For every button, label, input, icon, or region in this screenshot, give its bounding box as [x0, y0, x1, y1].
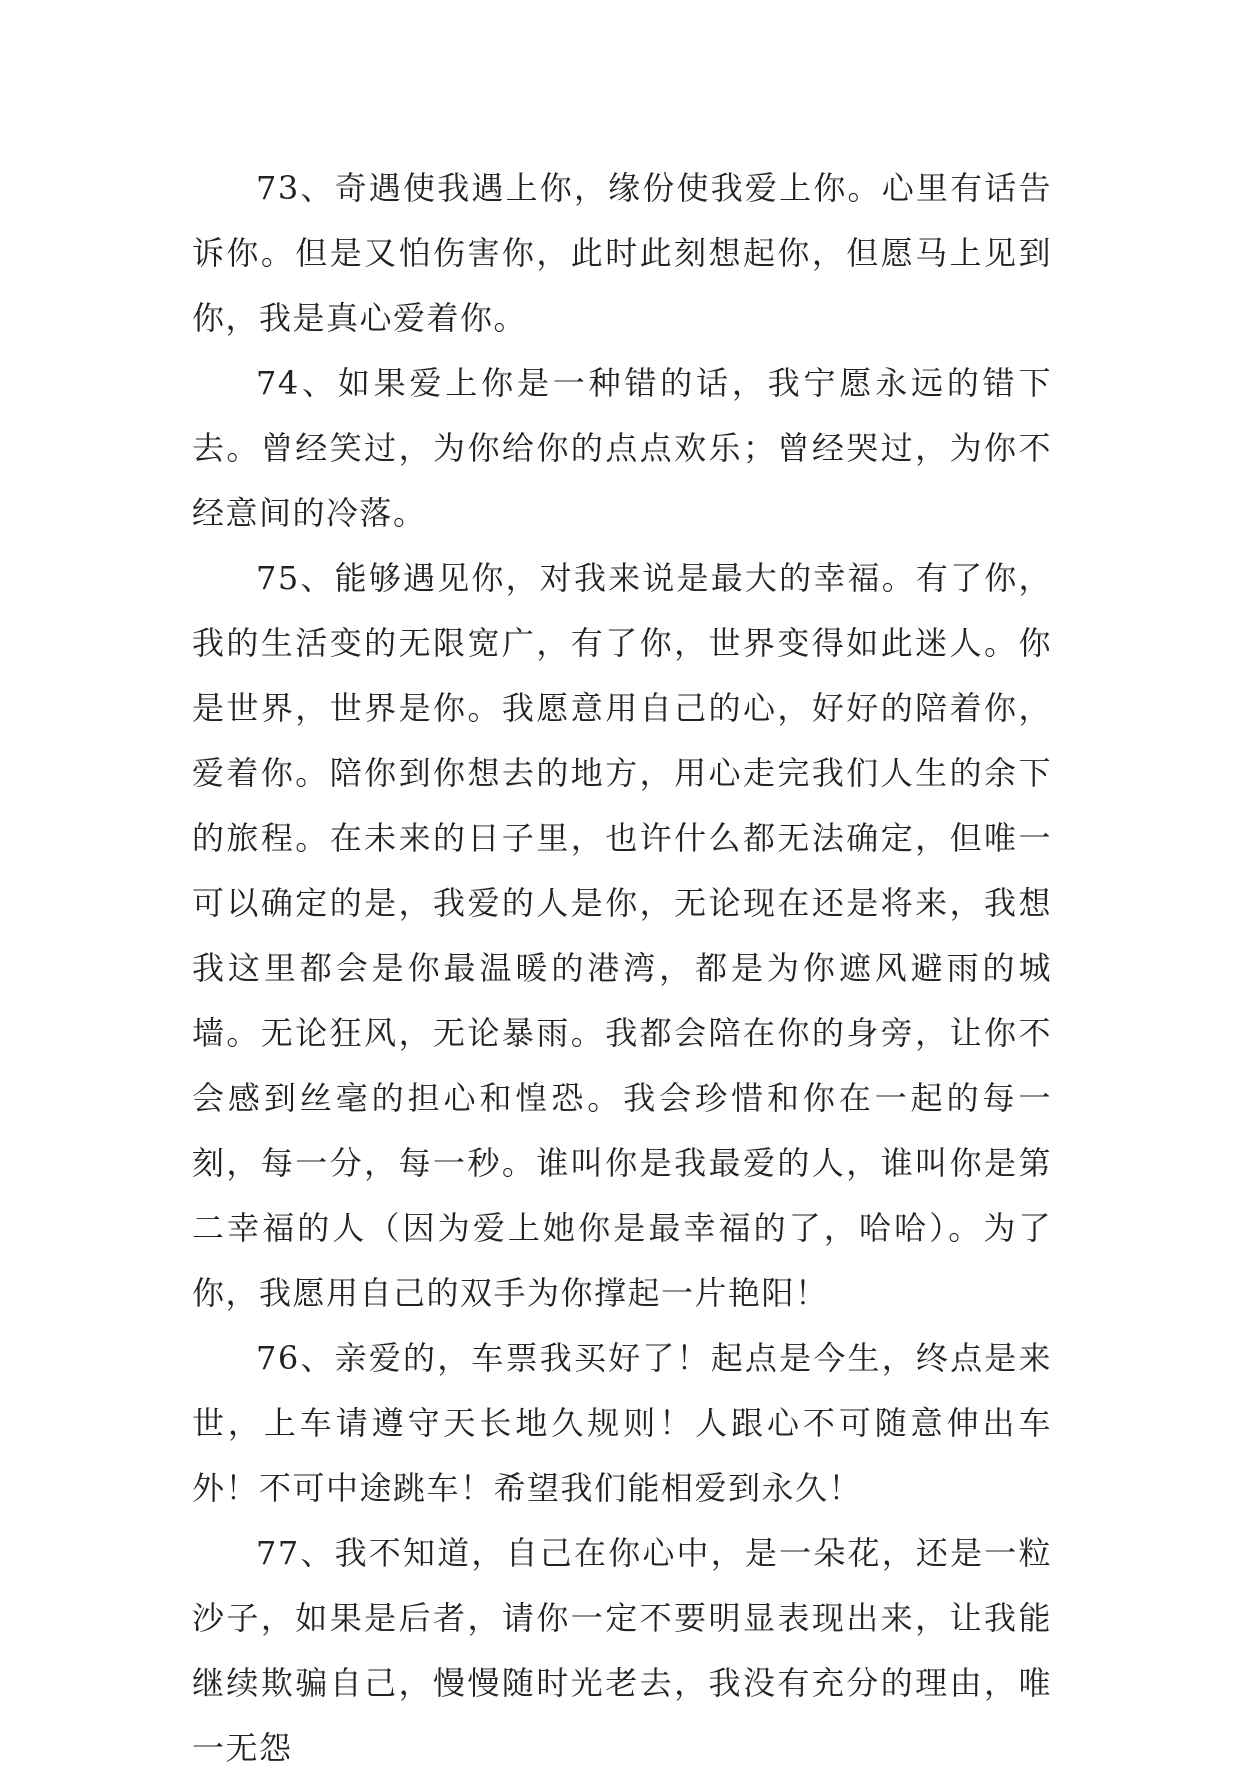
paragraph-75: 75、能够遇见你，对我来说是最大的幸福。有了你，我的生活变的无限宽广，有了你，世界变得如此迷人。你是世界，世界是你。我愿意用自己的心，好好的陪着你，爱着你。陪你到你想去的地方，用心走完我们人生的余下的旅程。在未来的日子里，也许什么都无法确定，但唯一可以确定的是，我爱的人是你，无论现在还是将来，我想我这里都会是你最温暖的港湾，都是为你遮风避雨的城墙。无论狂风，无论暴雨。我都会陪在你的身旁，让你不会感到丝毫的担心和惶恐。我会珍惜和你在一起的每一刻，每一分，每一秒。谁叫你是我最爱的人，谁叫你是第二幸福的人（因为爱上她你是最幸福的了，哈哈）。为了你，我愿用自己的双手为你撑起一片艳阳！ [192, 559, 1052, 1312]
paragraph-77: 77、我不知道，自己在你心中，是一朵花，还是一粒沙子，如果是后者，请你一定不要明显表现出来，让我能继续欺骗自己，慢慢随时光老去，我没有充分的理由，唯一无怨 [192, 1534, 1052, 1767]
document-body [192, 156, 1052, 1781]
paragraph-73: 73、奇遇使我遇上你，缘份使我爱上你。心里有话告诉你。但是又怕伤害你，此时此刻想起你，但愿马上见到你，我是真心爱着你。 [192, 169, 1052, 337]
paragraph-74: 74、如果爱上你是一种错的话，我宁愿永远的错下去。曾经笑过，为你给你的点点欢乐；曾经哭过，为你不经意间的冷落。 [192, 364, 1052, 532]
paragraph-76: 76、亲爱的，车票我买好了！起点是今生，终点是来世，上车请遵守天长地久规则！人跟心不可随意伸出车外！不可中途跳车！希望我们能相爱到永久！ [192, 1339, 1052, 1507]
